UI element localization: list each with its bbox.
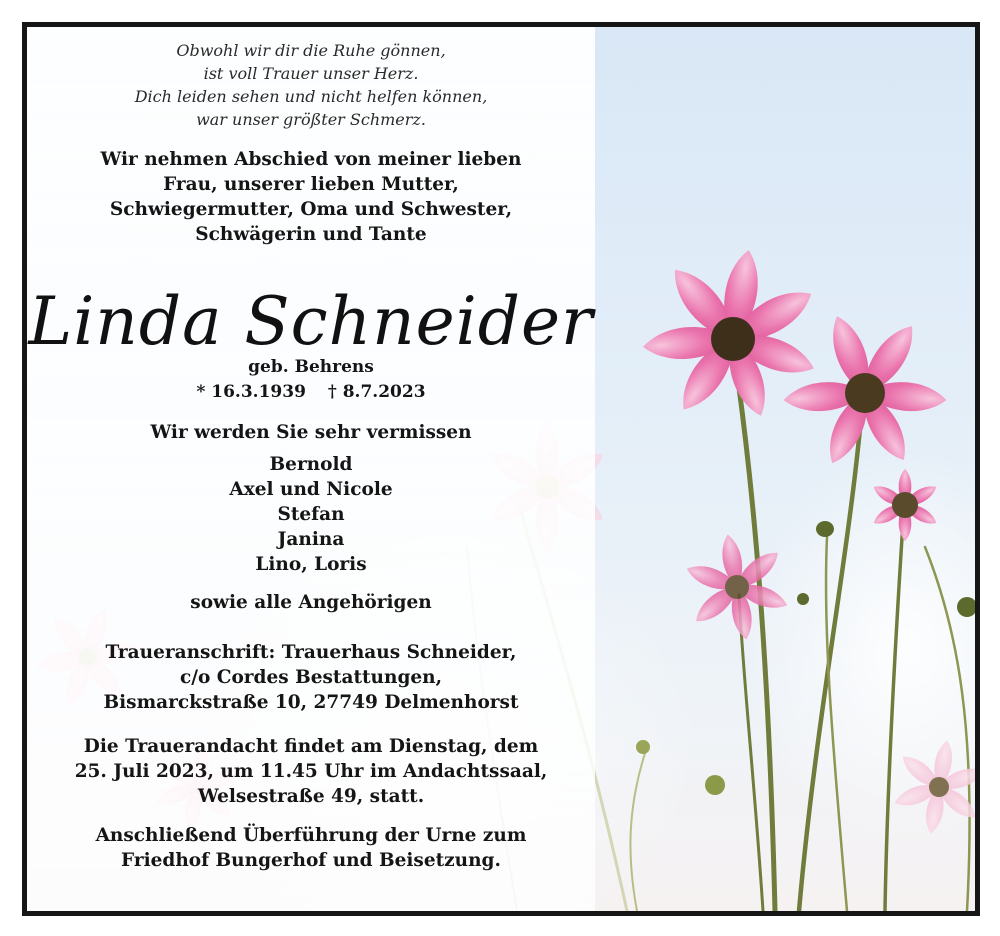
service-line: Welsestraße 49, statt. [197, 786, 425, 807]
mourner-name: Stefan [277, 504, 345, 525]
mourner-name: Axel und Nicole [229, 479, 393, 500]
deceased-name: Linda Schneider [28, 283, 594, 360]
address-line: Traueranschrift: Trauerhaus Schneider, [105, 642, 517, 663]
farewell-line: Frau, unserer lieben Mutter, [163, 174, 459, 195]
address-line: c/o Cordes Bestattungen, [179, 667, 443, 688]
burial-info [27, 823, 595, 873]
service-line: 25. Juli 2023, um 11.45 Uhr im Andachtssaal, [74, 761, 548, 782]
poem [27, 39, 595, 131]
life-dates [27, 380, 595, 405]
poem-line: ist voll Trauer unser Herz. [203, 64, 419, 83]
farewell-line: Schwiegermutter, Oma und Schwester, [109, 199, 513, 220]
poem-line: Obwohl wir dir die Ruhe gönnen, [176, 41, 446, 60]
death-date: † 8.7.2023 [327, 382, 426, 402]
mourners-list [27, 452, 595, 577]
mourner-name: Lino, Loris [255, 554, 367, 575]
burial-line: Anschließend Überführung der Urne zum [95, 825, 527, 846]
service-line: Die Trauerandacht findet am Dienstag, dem [83, 736, 539, 757]
farewell-line: Schwägerin und Tante [195, 224, 427, 245]
maiden-name: geb. Behrens [248, 357, 374, 377]
service-info [27, 734, 595, 809]
mourner-name: Bernold [269, 454, 353, 475]
mourning-address [27, 640, 595, 715]
burial-line: Friedhof Bungerhof und Beisetzung. [121, 850, 501, 871]
miss-line: Wir werden Sie sehr vermissen [150, 422, 472, 443]
poem-line: war unser größter Schmerz. [196, 110, 426, 129]
poem-line: Dich leiden sehen und nicht helfen können, [134, 87, 488, 106]
address-line: Bismarckstraße 10, 27749 Delmenhorst [103, 692, 519, 713]
mourner-name: Janina [277, 529, 345, 550]
relatives-line: sowie alle Angehörigen [190, 592, 432, 613]
birth-date: * 16.3.1939 [196, 382, 306, 402]
farewell-line: Wir nehmen Abschied von meiner lieben [100, 149, 522, 170]
obituary-frame [22, 22, 980, 916]
farewell-text [27, 147, 595, 247]
